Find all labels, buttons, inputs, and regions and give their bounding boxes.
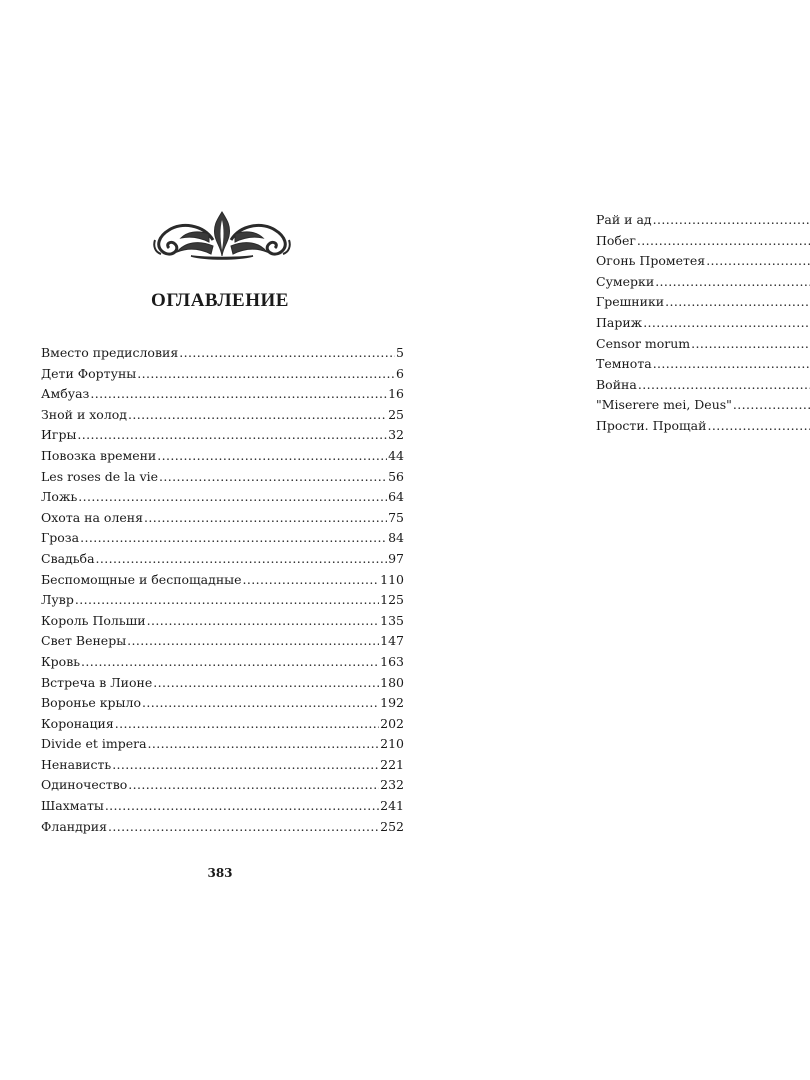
- toc-entry: [596, 356, 810, 377]
- toc-entry-title: Прости. Прощай: [596, 417, 707, 433]
- toc-entry-title: Зной и холод: [41, 406, 127, 422]
- toc-entry: [596, 233, 810, 254]
- toc-leader-dots: [81, 654, 379, 669]
- toc-entry-title: Les roses de la vie: [41, 468, 159, 484]
- toc-entry: [596, 294, 810, 315]
- toc-entry-title: Рай и ад: [596, 212, 652, 227]
- toc-entry: [41, 777, 404, 798]
- toc-entry-title: Сумерки: [596, 273, 655, 289]
- toc-leader-dots: [78, 489, 387, 504]
- toc-entry: [41, 613, 404, 634]
- toc-entry-page: 202: [380, 715, 404, 731]
- toc-entry-page: 125: [380, 592, 404, 608]
- toc-leader-dots: [153, 675, 379, 690]
- toc-entry-page: 6: [396, 365, 404, 381]
- table-of-contents-continued: [596, 212, 810, 439]
- toc-leader-dots: [77, 427, 387, 442]
- toc-entry-title: Встреча в Лионе: [41, 674, 153, 690]
- toc-entry-title: Одиночество: [41, 777, 128, 793]
- toc-entry-page: 64: [388, 489, 404, 505]
- toc-entry-page: 97: [388, 550, 404, 566]
- toc-entry: [41, 366, 404, 387]
- toc-entry: [41, 386, 404, 407]
- toc-leader-dots: [653, 212, 810, 227]
- toc-entry: [41, 345, 404, 366]
- toc-entry-title: Охота на оленя: [41, 509, 144, 525]
- toc-entry-title: Побег: [596, 232, 636, 248]
- toc-entry-page: 210: [380, 736, 404, 752]
- toc-entry: [596, 212, 810, 233]
- toc-entry: [41, 654, 404, 675]
- toc-entry-page: 32: [388, 427, 404, 443]
- toc-leader-dots: [243, 572, 380, 587]
- toc-leader-dots: [643, 315, 810, 330]
- toc-entry-title: Париж: [596, 314, 643, 330]
- toc-leader-dots: [115, 716, 379, 731]
- floral-ornament-icon: [151, 210, 293, 262]
- toc-entry: [596, 377, 810, 398]
- toc-entry-title: Ложь: [41, 489, 78, 505]
- toc-leader-dots: [691, 336, 810, 351]
- toc-entry-title: Дети Фортуны: [41, 365, 137, 381]
- toc-entry-title: Шахматы: [41, 798, 104, 814]
- toc-entry-page: 192: [380, 695, 404, 711]
- toc-entry: [41, 407, 404, 428]
- toc-leader-dots: [105, 798, 379, 813]
- toc-entry-title: Кровь: [41, 653, 81, 669]
- toc-entry: [41, 757, 404, 778]
- toc-entry: [41, 427, 404, 448]
- toc-entry-title: Лувр: [41, 592, 74, 608]
- toc-entry-title: Темнота: [596, 356, 652, 372]
- toc-leader-dots: [147, 613, 380, 628]
- toc-entry-title: Censor morum: [596, 335, 691, 351]
- page-number: 383: [207, 866, 233, 880]
- toc-entry: [596, 274, 810, 295]
- toc-entry-page: 56: [388, 468, 404, 484]
- toc-entry-title: Вместо предисловия: [41, 345, 179, 360]
- toc-entry-page: 163: [380, 653, 404, 669]
- toc-entry: [41, 633, 404, 654]
- toc-leader-dots: [733, 397, 810, 412]
- toc-entry: [41, 530, 404, 551]
- toc-entry: [596, 397, 810, 418]
- toc-entry: [41, 489, 404, 510]
- toc-leader-dots: [137, 366, 395, 381]
- toc-entry: [596, 253, 810, 274]
- toc-entry-page: 84: [388, 530, 404, 546]
- toc-entry: [41, 448, 404, 469]
- toc-entry: [41, 675, 404, 696]
- toc-leader-dots: [96, 551, 388, 566]
- toc-entry-title: Амбуаз: [41, 386, 90, 402]
- toc-entry-page: 241: [380, 798, 404, 814]
- toc-entry-title: Повозка времени: [41, 447, 157, 463]
- toc-entry-title: Беспомощные и беспощадные: [41, 571, 242, 587]
- toc-entry: [41, 551, 404, 572]
- toc-entry-page: 147: [380, 633, 404, 649]
- toc-leader-dots: [706, 253, 810, 268]
- toc-entry-page: 44: [388, 447, 404, 463]
- toc-leader-dots: [653, 356, 810, 371]
- toc-entry-page: 75: [388, 509, 404, 525]
- toc-entry-title: Война: [596, 376, 637, 392]
- toc-leader-dots: [159, 469, 387, 484]
- toc-entry: [41, 736, 404, 757]
- toc-entry: [596, 315, 810, 336]
- toc-leader-dots: [90, 386, 387, 401]
- page-title: ОГЛАВЛЕНИЕ: [151, 290, 289, 311]
- toc-entry-page: 180: [380, 674, 404, 690]
- toc-entry-title: Ненависть: [41, 756, 112, 772]
- toc-entry-page: 16: [388, 386, 404, 402]
- toc-entry-title: Фландрия: [41, 818, 108, 834]
- toc-entry-title: Игры: [41, 427, 77, 443]
- table-of-contents: [41, 345, 404, 839]
- toc-entry-title: Свет Венеры: [41, 633, 127, 649]
- toc-leader-dots: [638, 377, 810, 392]
- toc-leader-dots: [179, 345, 395, 360]
- toc-entry-page: 5: [396, 345, 404, 360]
- toc-leader-dots: [655, 274, 810, 289]
- toc-entry: [41, 819, 404, 840]
- toc-leader-dots: [75, 592, 379, 607]
- toc-leader-dots: [148, 736, 380, 751]
- toc-entry-page: 135: [380, 612, 404, 628]
- toc-entry-title: Король Польши: [41, 612, 146, 628]
- toc-leader-dots: [80, 530, 387, 545]
- toc-entry-page: 252: [380, 818, 404, 834]
- toc-leader-dots: [127, 633, 379, 648]
- toc-entry-title: Свадьба: [41, 550, 95, 566]
- toc-leader-dots: [144, 510, 387, 525]
- toc-entry: [41, 695, 404, 716]
- toc-entry-page: 25: [388, 406, 404, 422]
- toc-entry-title: Огонь Прометея: [596, 253, 706, 269]
- toc-entry-page: 232: [380, 777, 404, 793]
- toc-entry: [41, 510, 404, 531]
- toc-entry-title: Divide et impera: [41, 736, 147, 752]
- toc-entry: [596, 418, 810, 439]
- toc-entry: [41, 572, 404, 593]
- toc-entry-page: 110: [380, 571, 404, 587]
- toc-entry-title: "Miserere mei, Deus": [596, 397, 732, 413]
- toc-leader-dots: [157, 448, 387, 463]
- toc-entry: [596, 336, 810, 357]
- toc-leader-dots: [112, 757, 379, 772]
- toc-leader-dots: [128, 407, 387, 422]
- toc-leader-dots: [637, 233, 810, 248]
- toc-entry-title: Воронье крыло: [41, 695, 141, 711]
- toc-entry: [41, 469, 404, 490]
- toc-entry: [41, 798, 404, 819]
- toc-entry: [41, 716, 404, 737]
- toc-entry: [41, 592, 404, 613]
- toc-leader-dots: [108, 819, 379, 834]
- toc-entry-page: 221: [380, 756, 404, 772]
- toc-leader-dots: [707, 418, 810, 433]
- toc-entry-title: Гроза: [41, 530, 80, 546]
- toc-leader-dots: [142, 695, 379, 710]
- toc-leader-dots: [665, 294, 810, 309]
- toc-entry-title: Грешники: [596, 294, 665, 310]
- right-page: [560, 0, 810, 1080]
- toc-entry-title: Коронация: [41, 715, 114, 731]
- toc-leader-dots: [128, 777, 379, 792]
